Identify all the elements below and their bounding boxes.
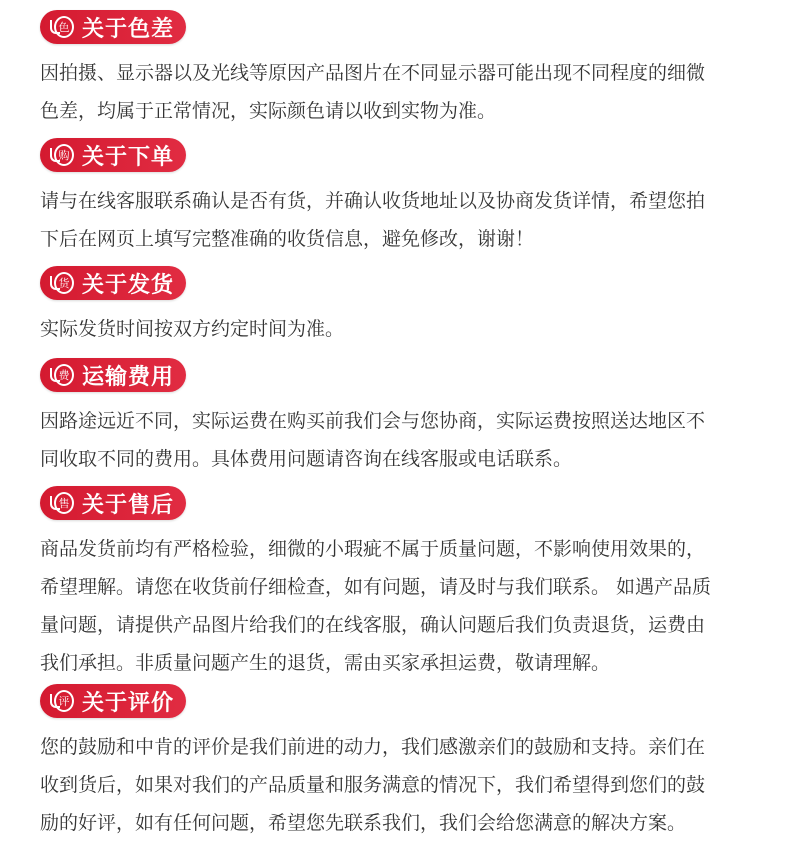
section-title: 关于发货 <box>82 272 175 298</box>
section-text: 商品发货前均有严格检验，细微的小瑕疵不属于质量问题，不影响使用效果的， 希望理解。请您在收货前仔细检查，如有问题，请及时与我们联系。 如遇产品质 量问题，请提供产品图片给我们的在线客服，确认问题后我们负责退货，运费由 我们承担。非质量问题产生的退货，需由买家承担运费，敬请理解。 <box>40 538 712 674</box>
section-title: 关于售后 <box>82 492 175 518</box>
section-text: 因拍摄、显示器以及光线等原因产品图片在不同显示器可能出现不同程度的细微 色差，均属于正常情况，实际颜色请以收到实物为准。 <box>40 62 706 122</box>
goods-icon: 货 <box>48 273 74 293</box>
fee-icon: 费 <box>48 365 74 385</box>
section-text: 您的鼓励和中肯的评价是我们前进的动力，我们感激亲们的鼓励和支持。亲们在 收到货后，如果对我们的产品质量和服务满意的情况下，我们希望得到您们的鼓 励的好评，如有任何问题，希望您先联系我们，我们会给您满意的解决方案。 <box>40 736 706 834</box>
section-freight <box>40 358 760 478</box>
section-title: 关于下单 <box>82 144 175 170</box>
section-header <box>40 486 186 520</box>
purchase-icon: 购 <box>48 145 74 165</box>
section-text: 请与在线客服联系确认是否有货，并确认收货地址以及协商发货详情，希望您拍 下后在网页上填写完整准确的收货信息，避免修改，谢谢！ <box>40 190 706 250</box>
section-title: 运输费用 <box>82 364 175 390</box>
section-reviews <box>40 684 760 842</box>
section-header <box>40 684 186 718</box>
section-text: 因路途远近不同，实际运费在购买前我们会与您协商，实际运费按照送达地区不 同收取不同的费用。具体费用问题请咨询在线客服或电话联系。 <box>40 410 706 470</box>
section-after-sales <box>40 486 760 682</box>
section-ordering <box>40 138 760 258</box>
section-title: 关于评价 <box>82 690 175 716</box>
section-header <box>40 138 186 172</box>
section-header <box>40 266 186 300</box>
section-header <box>40 10 186 44</box>
after-sale-icon: 售 <box>48 493 74 513</box>
section-color-difference <box>40 10 760 130</box>
section-header <box>40 358 186 392</box>
color-icon: 色 <box>48 17 74 37</box>
section-title: 关于色差 <box>82 16 175 42</box>
section-text: 实际发货时间按双方约定时间为准。 <box>40 318 345 340</box>
section-shipping <box>40 266 760 348</box>
review-icon: 评 <box>48 691 74 711</box>
